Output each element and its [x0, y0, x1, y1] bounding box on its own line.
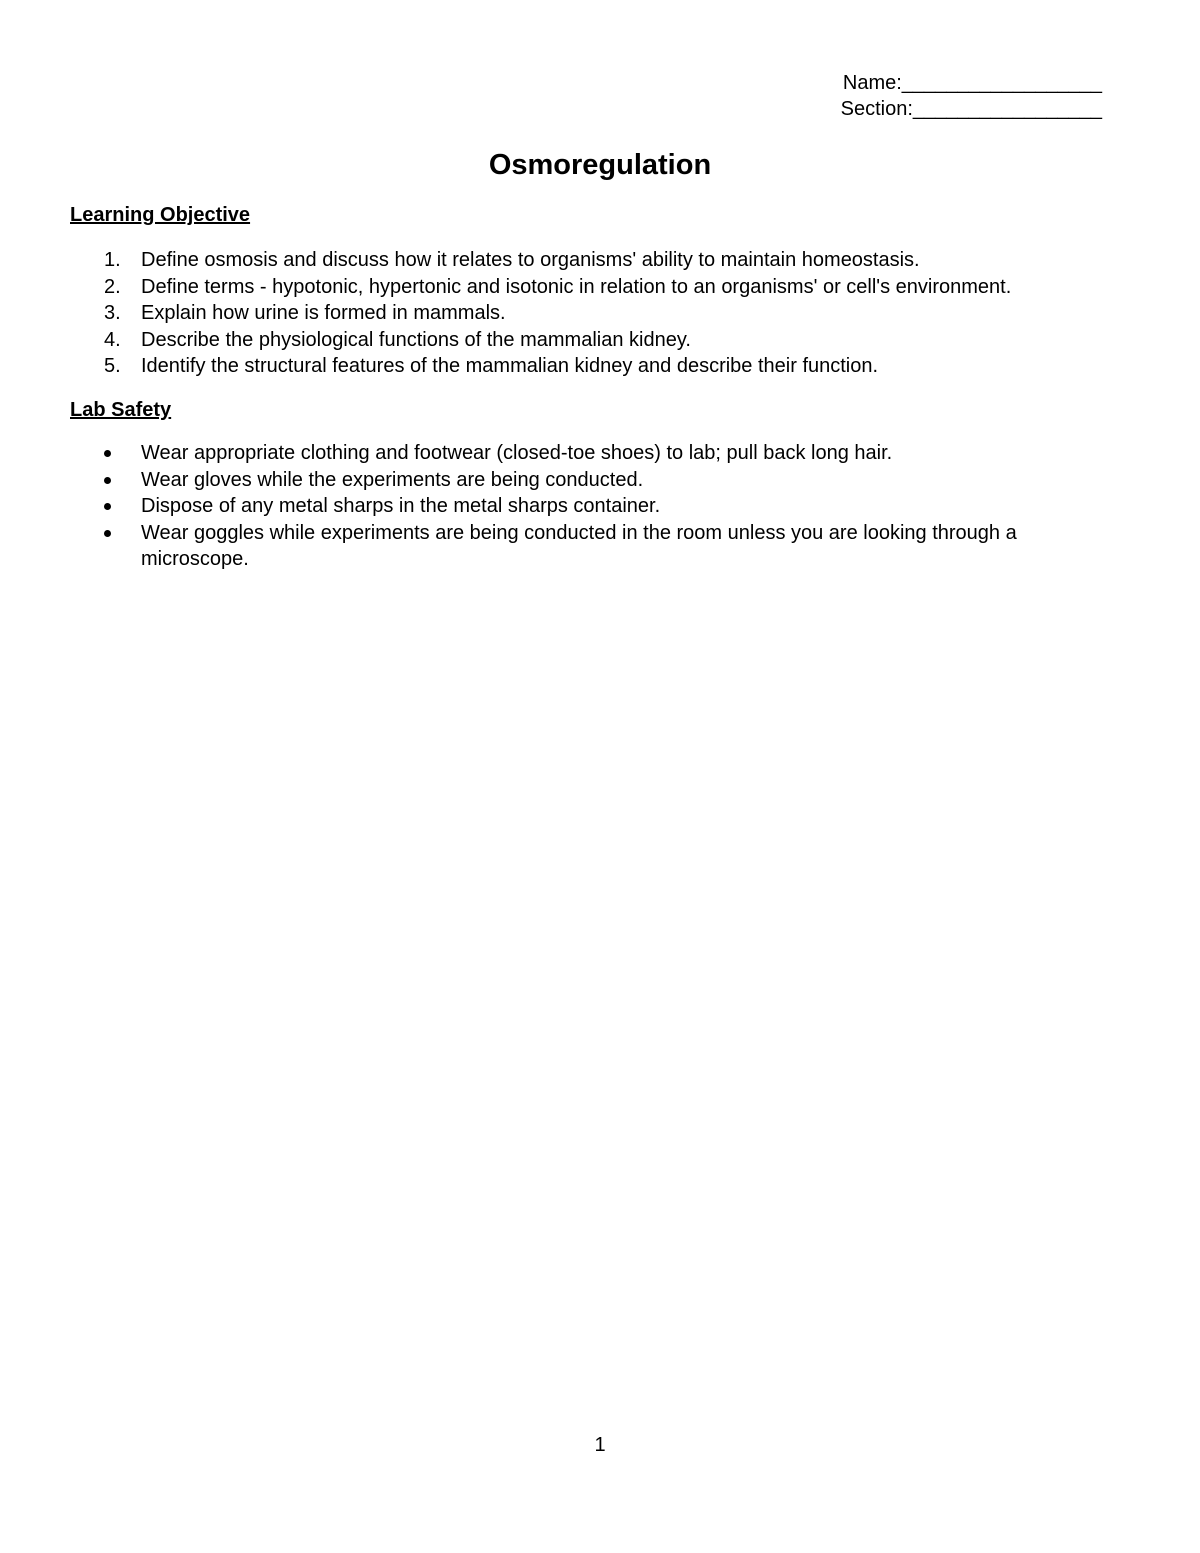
objective-item — [0, 247, 1120, 274]
bullet-icon — [104, 477, 111, 484]
objective-number: 3. — [104, 302, 121, 324]
safety-text: Wear goggles while experiments are being conducted in the room unless you are looking through a microscope. — [141, 521, 1017, 570]
bullet-icon — [104, 450, 111, 457]
safety-item — [0, 493, 1120, 520]
page-number: 1 — [594, 1434, 606, 1456]
safety-text: Wear gloves while the experiments are being conducted. — [141, 468, 644, 491]
objective-item — [0, 327, 1120, 354]
learning-objective-heading: Learning Objective — [70, 204, 251, 226]
objective-text: Explain how urine is formed in mammals. — [141, 302, 506, 324]
safety-text: Dispose of any metal sharps in the metal sharps container. — [141, 495, 661, 517]
objective-number: 4. — [104, 328, 121, 351]
bullet-icon — [104, 530, 111, 537]
objective-item — [0, 300, 1120, 327]
objective-number: 2. — [104, 275, 121, 298]
objective-number: 1. — [104, 249, 121, 271]
objective-item — [0, 274, 1120, 301]
safety-item — [0, 467, 1120, 494]
safety-text: Wear appropriate clothing and footwear (closed-toe shoes) to lab; pull back long hair. — [141, 442, 893, 464]
name-field: Name:__________________ — [842, 72, 1102, 94]
safety-item — [0, 520, 1120, 573]
safety-item — [0, 440, 1120, 467]
objective-text: Define osmosis and discuss how it relates to organisms' ability to maintain homeostasis. — [141, 249, 920, 271]
header-fields — [682, 70, 1102, 122]
objective-text: Identify the structural features of the mammalian kidney and describe their function. — [141, 355, 879, 377]
objective-text: Describe the physiological functions of the mammalian kidney. — [141, 328, 691, 351]
objective-text: Define terms - hypotonic, hypertonic and isotonic in relation to an organisms' or cell's environment. — [141, 275, 1012, 298]
learning-objective-list — [0, 247, 1120, 380]
page-title: Osmoregulation — [488, 149, 712, 181]
bullet-icon — [104, 503, 111, 510]
objective-number: 5. — [104, 355, 121, 377]
objective-item — [0, 353, 1120, 380]
lab-safety-list — [0, 440, 1120, 573]
lab-safety-heading: Lab Safety — [70, 399, 172, 421]
section-field: Section:_________________ — [840, 98, 1102, 120]
